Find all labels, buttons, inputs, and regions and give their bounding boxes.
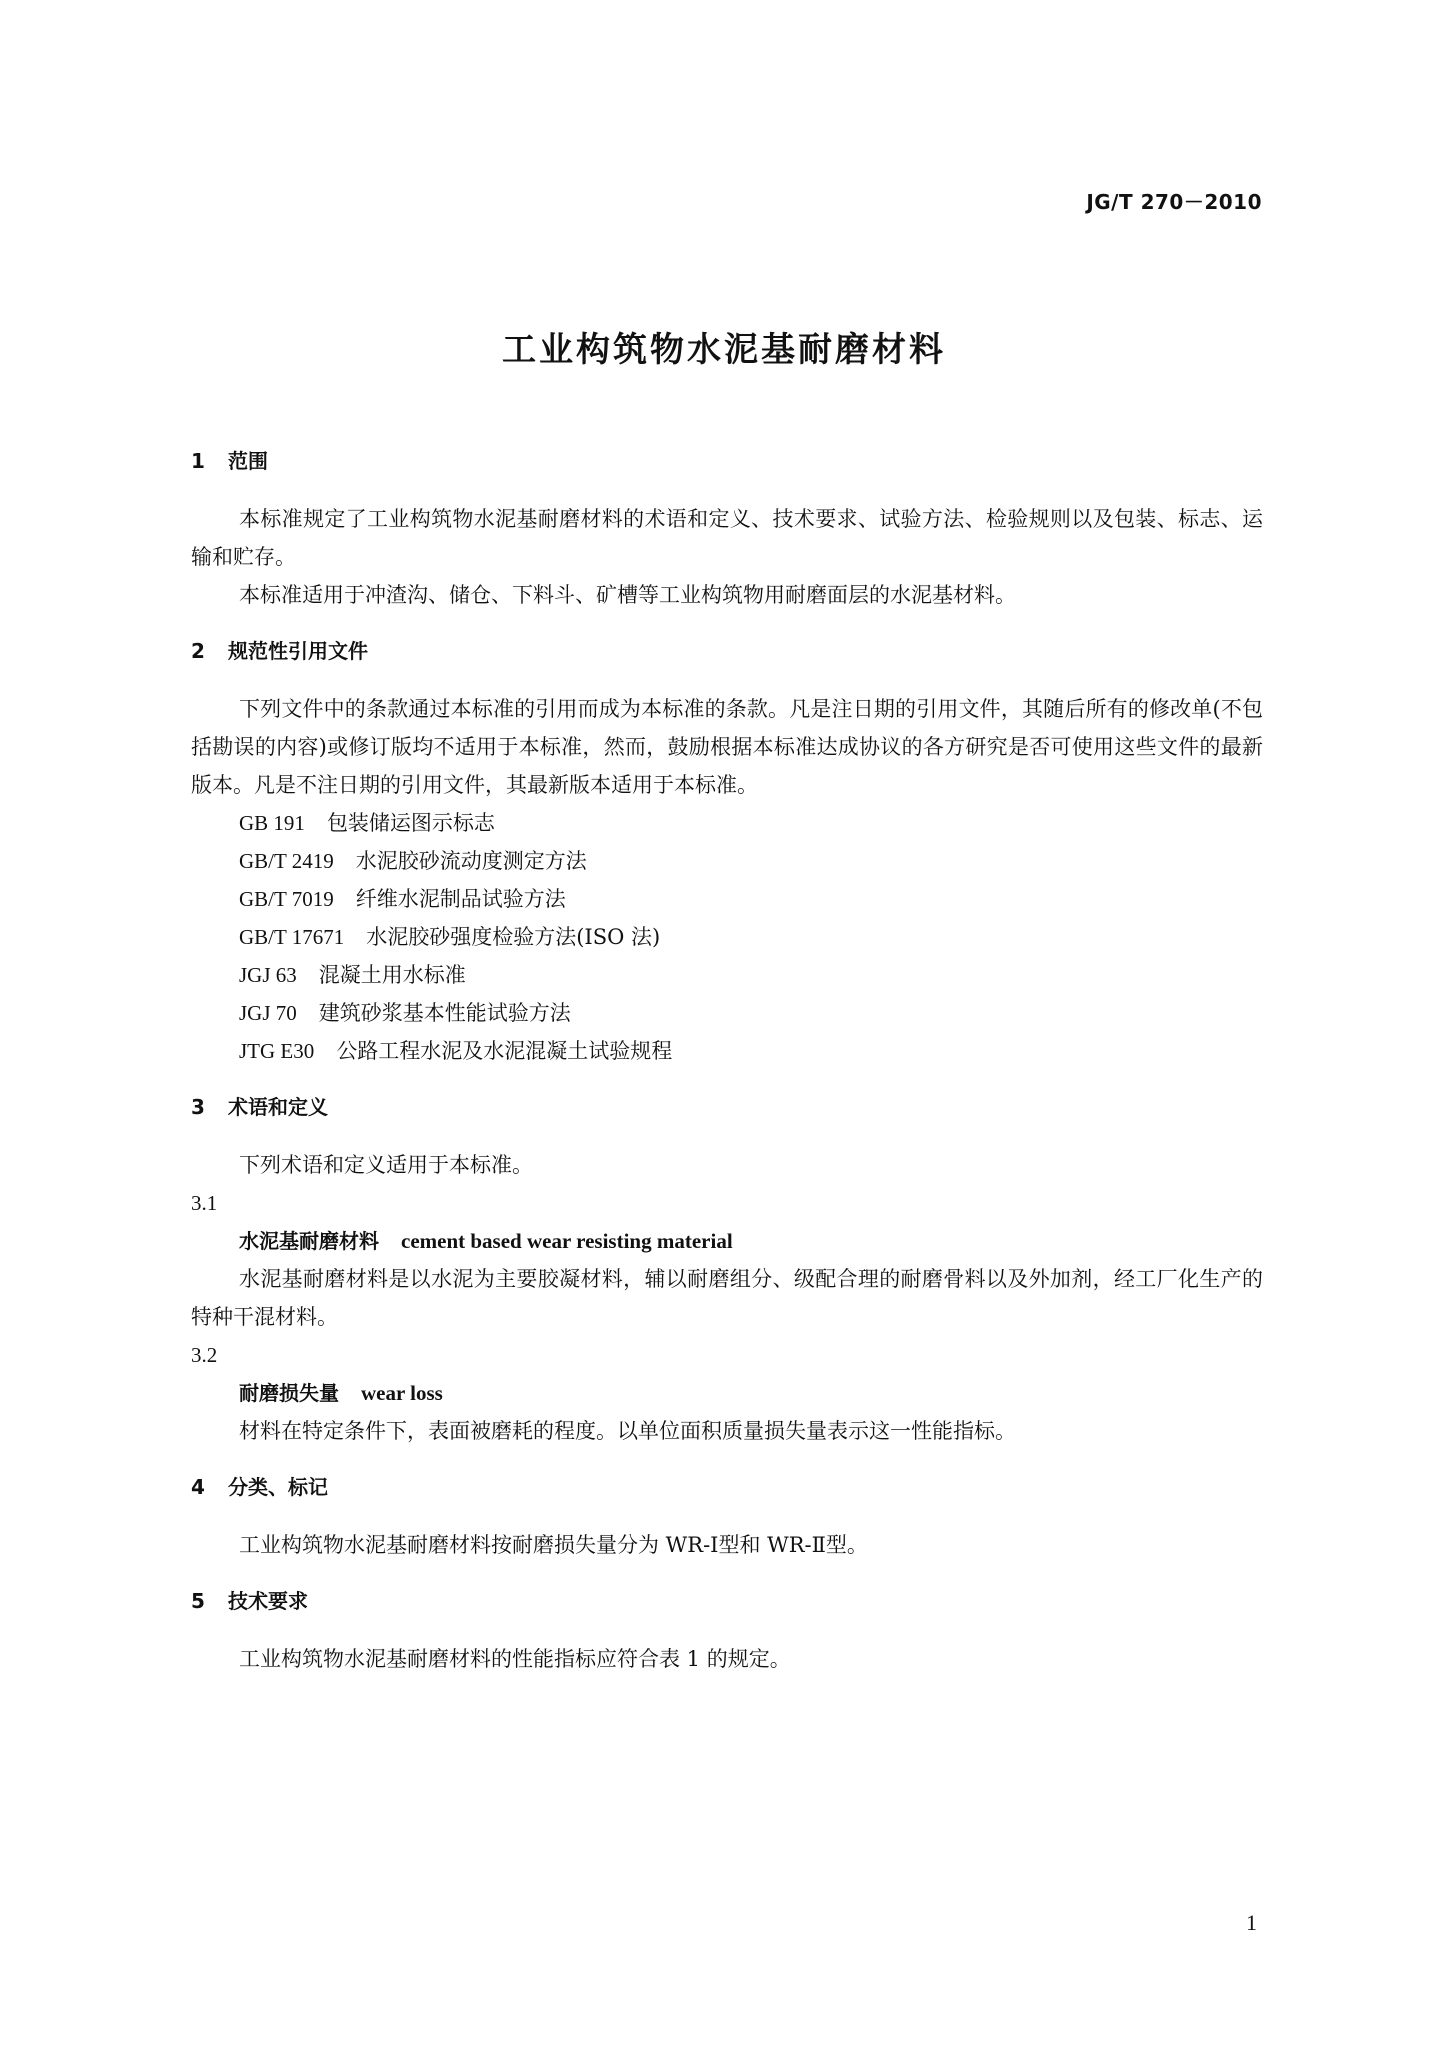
reference-item: [191, 994, 1263, 1032]
document-title: 工业构筑物水泥基耐磨材料: [502, 330, 946, 370]
section-2-heading: [191, 632, 1263, 670]
section-3-heading: [191, 1088, 1263, 1126]
section-title: 分类、标记: [228, 1475, 328, 1499]
paragraph: 本标准规定了工业构筑物水泥基耐磨材料的术语和定义、技术要求、试验方法、检验规则以及包装、标志、运输和贮存。: [191, 507, 1263, 569]
document-body: [191, 442, 1263, 1678]
reference-code: JTG E30: [239, 1039, 315, 1063]
reference-name: 混凝土用水标准: [318, 963, 466, 987]
reference-code: JGJ 70: [239, 1001, 297, 1025]
section-title: 技术要求: [228, 1589, 308, 1613]
paragraph: 本标准适用于冲渣沟、储仓、下料斗、矿槽等工业构筑物用耐磨面层的水泥基材料。: [239, 583, 1016, 607]
reference-name: 包装储运图示标志: [326, 811, 495, 835]
term-chinese: 水泥基耐磨材料: [239, 1229, 379, 1253]
reference-name: 公路工程水泥及水泥混凝土试验规程: [336, 1039, 673, 1063]
section-number: 5: [191, 1589, 205, 1613]
section-number: 3: [191, 1095, 205, 1119]
section-1-heading: [191, 442, 1263, 480]
reference-name: 建筑砂浆基本性能试验方法: [318, 1001, 571, 1025]
page-number: 1: [1246, 1910, 1257, 1935]
reference-list: [191, 804, 1263, 1070]
section-5-heading: [191, 1582, 1263, 1620]
section-title: 范围: [228, 449, 268, 473]
paragraph: 下列术语和定义适用于本标准。: [239, 1153, 533, 1177]
term-entry: [191, 1222, 1263, 1260]
term-chinese: 耐磨损失量: [239, 1381, 339, 1405]
reference-code: GB 191: [239, 811, 305, 835]
term-english: cement based wear resisting material: [401, 1229, 733, 1253]
section-4-heading: [191, 1468, 1263, 1506]
section-number: 1: [191, 449, 205, 473]
term-english: wear loss: [361, 1381, 443, 1405]
term-entry: [191, 1374, 1263, 1412]
section-number: 2: [191, 639, 205, 663]
reference-item: [191, 842, 1263, 880]
clause-number: 3.1: [191, 1191, 218, 1215]
term-definition: 水泥基耐磨材料是以水泥为主要胶凝材料，辅以耐磨组分、级配合理的耐磨骨料以及外加剂，经工厂化生产的特种干混材料。: [191, 1267, 1263, 1329]
reference-code: GB/T 17671: [239, 925, 345, 949]
reference-code: GB/T 2419: [239, 849, 334, 873]
reference-item: [191, 880, 1263, 918]
paragraph: 下列文件中的条款通过本标准的引用而成为本标准的条款。凡是注日期的引用文件，其随后所有的修改单(不包括勘误的内容)或修订版均不适用于本标准，然而，鼓励根据本标准达成协议的各方研究是否可使用这些文件的最新版本。凡是不注日期的引用文件，其最新版本适用于本标准。: [191, 697, 1263, 797]
section-title: 术语和定义: [228, 1095, 328, 1119]
reference-name: 纤维水泥制品试验方法: [355, 887, 566, 911]
reference-item: [191, 804, 1263, 842]
section-number: 4: [191, 1475, 205, 1499]
reference-item: [191, 956, 1263, 994]
reference-name: 水泥胶砂流动度测定方法: [355, 849, 587, 873]
clause-number: 3.2: [191, 1343, 218, 1367]
reference-item: [191, 1032, 1263, 1070]
reference-code: JGJ 63: [239, 963, 297, 987]
reference-item: [191, 918, 1263, 956]
term-definition: 材料在特定条件下，表面被磨耗的程度。以单位面积质量损失量表示这一性能指标。: [239, 1419, 1016, 1443]
paragraph: 工业构筑物水泥基耐磨材料的性能指标应符合表 1 的规定。: [239, 1647, 791, 1671]
paragraph: 工业构筑物水泥基耐磨材料按耐磨损失量分为 WR-Ⅰ型和 WR-Ⅱ型。: [239, 1533, 868, 1557]
section-title: 规范性引用文件: [228, 639, 368, 663]
reference-name: 水泥胶砂强度检验方法(ISO 法): [366, 925, 661, 949]
standard-code: JG/T 270－2010: [1086, 190, 1262, 214]
reference-code: GB/T 7019: [239, 887, 334, 911]
